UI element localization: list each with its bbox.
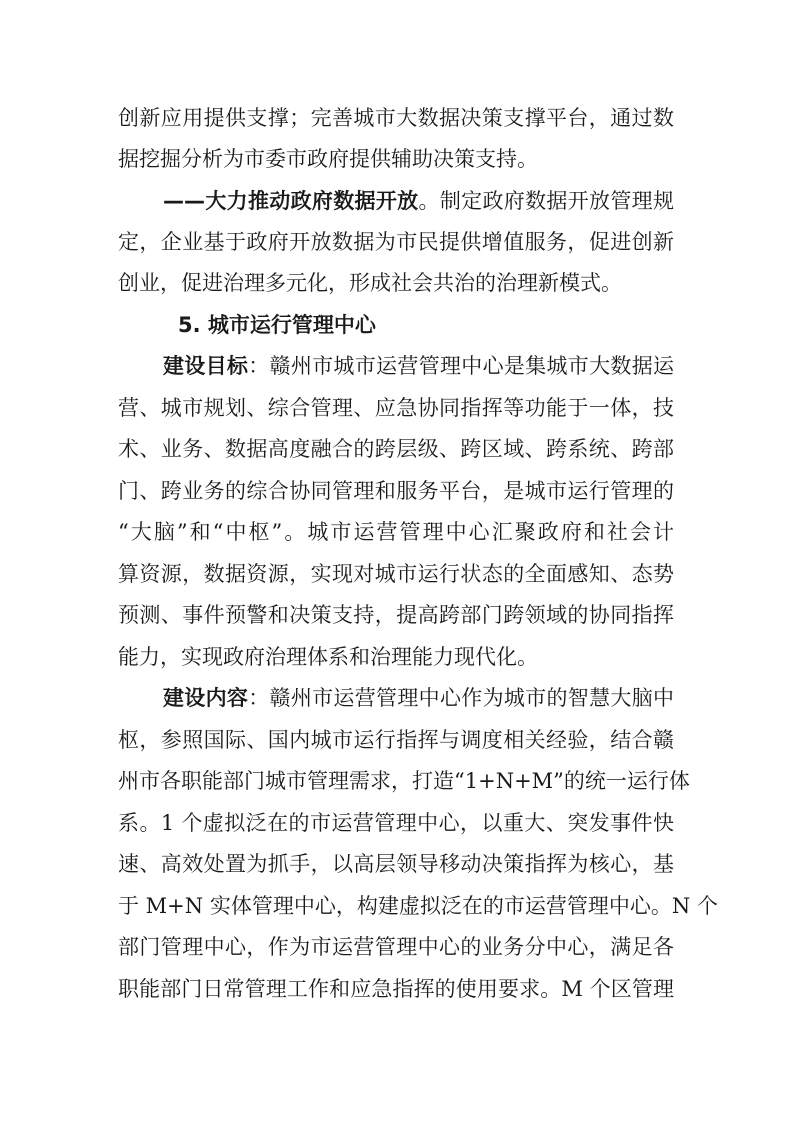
paragraph-text: 。制定政府数据开放管理规 (418, 189, 674, 213)
paragraph-line: 职能部门日常管理工作和应急指挥的使用要求。M 个区管理 (118, 977, 674, 1001)
paragraph-line: 术、业务、数据高度融合的跨层级、跨区域、跨系统、跨部 (118, 437, 674, 461)
paragraph-line: 枢，参照国际、国内城市运行指挥与调度相关经验，结合赣 (118, 728, 674, 752)
paragraph-line: 营、城市规划、综合管理、应急协同指挥等功能于一体，技 (118, 396, 674, 420)
paragraph-text: ：赣州市运营管理中心作为城市的智慧大脑中 (248, 686, 674, 710)
paragraph-text: ：赣州市城市运营管理中心是集城市大数据运 (248, 354, 674, 378)
paragraph-line (163, 351, 674, 381)
paragraph-line: 速、高效处置为抓手，以高层领导移动决策指挥为核心，基 (118, 852, 674, 876)
paragraph-line: “大脑”和“中枢”。城市运营管理中心汇聚政府和社会计 (118, 520, 674, 544)
bold-lead: 建设目标 (163, 354, 249, 378)
paragraph-line (163, 683, 674, 713)
paragraph-line: 创业，促进治理多元化，形成社会共治的治理新模式。 (118, 271, 622, 295)
bold-lead: 建设内容 (163, 686, 249, 710)
paragraph-line: 系。1 个虚拟泛在的市运营管理中心，以重大、突发事件快 (118, 811, 674, 835)
paragraph-line: 门、跨业务的综合协同管理和服务平台，是城市运行管理的 (118, 479, 674, 503)
paragraph-line: 定，企业基于政府开放数据为市民提供增值服务，促进创新 (118, 230, 674, 254)
paragraph-line: 创新应用提供支撑；完善城市大数据决策支撑平台，通过数 (118, 106, 674, 130)
section-heading: 5. 城市运行管理中心 (178, 313, 376, 337)
paragraph-line: 州市各职能部门城市管理需求，打造“1+N+M”的统一运行体 (118, 769, 690, 793)
paragraph-line (163, 186, 674, 216)
paragraph-line: 能力，实现政府治理体系和治理能力现代化。 (118, 645, 538, 669)
paragraph-line: 算资源，数据资源，实现对城市运行状态的全面感知、态势 (118, 562, 674, 586)
bold-lead: ——大力推动政府数据开放 (163, 189, 419, 213)
paragraph-line: 于 M+N 实体管理中心，构建虚拟泛在的市运营管理中心。N 个 (118, 894, 718, 918)
paragraph-line: 据挖掘分析为市委市政府提供辅助决策支持。 (118, 147, 538, 171)
paragraph-line: 预测、事件预警和决策支持，提高跨部门跨领域的协同指挥 (118, 603, 674, 627)
paragraph-line: 部门管理中心，作为市运营管理中心的业务分中心，满足各 (118, 935, 674, 959)
